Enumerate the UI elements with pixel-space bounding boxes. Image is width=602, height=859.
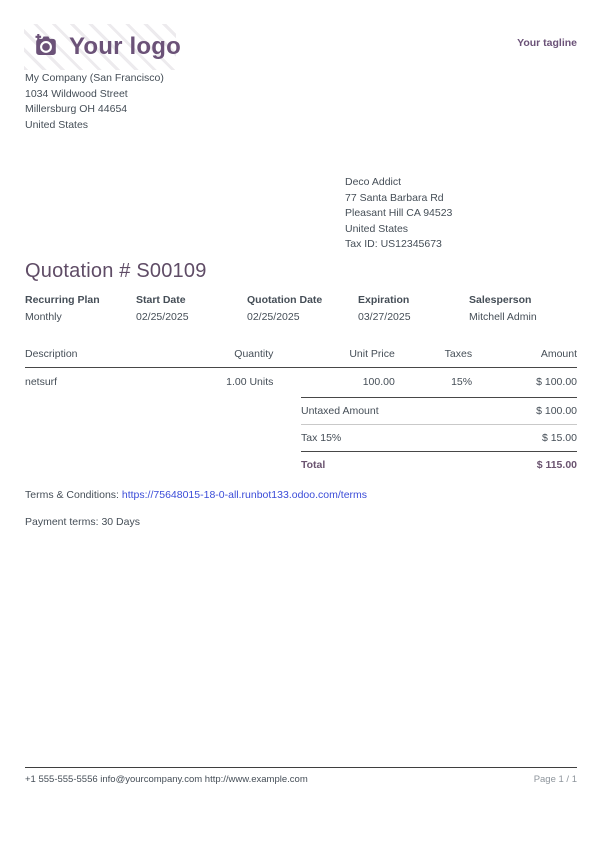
info-label: Recurring Plan: [25, 294, 100, 306]
payment-terms: Payment terms: 30 Days: [25, 516, 140, 528]
header-taxes: Taxes: [395, 344, 472, 368]
customer-country: United States: [345, 222, 409, 235]
info-label: Quotation Date: [247, 294, 323, 306]
info-label: Salesperson: [469, 294, 532, 306]
cell-description: netsurf: [25, 376, 58, 388]
company-street: 1034 Wildwood Street: [25, 87, 128, 100]
table-header-row: [25, 344, 577, 368]
info-salesperson: [469, 294, 577, 323]
info-value: 02/25/2025: [247, 311, 300, 323]
customer-name: Deco Addict: [345, 176, 402, 188]
untaxed-amount-label: Untaxed Amount: [301, 405, 379, 417]
logo-placeholder: [24, 24, 182, 70]
quotation-info-row: [25, 294, 577, 323]
tax-row: [301, 425, 577, 451]
company-tagline: Your tagline: [517, 37, 577, 49]
cell-unit-price: 100.00: [362, 376, 395, 388]
footer-contact: +1 555-555-5556 info@yourcompany.com http://www.example.com: [25, 774, 308, 785]
untaxed-amount-value: $ 100.00: [536, 405, 577, 417]
info-quotation-date: [247, 294, 358, 323]
page-title: Quotation # S00109: [25, 260, 207, 282]
terms-link[interactable]: https://75648015-18-0-all.runbot133.odoo.com/terms: [121, 489, 368, 501]
tax-value: $ 15.00: [541, 432, 577, 444]
customer-street: 77 Santa Barbara Rd: [345, 191, 444, 204]
info-value: Mitchell Admin: [469, 311, 537, 323]
tax-label: Tax 15%: [301, 432, 342, 444]
totals-section: [301, 397, 577, 478]
info-value: 02/25/2025: [136, 311, 189, 323]
company-city: Millersburg OH 44654: [25, 103, 128, 115]
cell-taxes: 15%: [451, 376, 473, 388]
customer-tax-id: Tax ID: US12345673: [345, 238, 442, 250]
info-label: Expiration: [358, 294, 410, 306]
cell-quantity: 1.00 Units: [226, 376, 274, 388]
info-label: Start Date: [136, 294, 186, 306]
info-value: 03/27/2025: [358, 311, 411, 323]
order-lines-table: [25, 344, 577, 396]
cell-amount: $ 100.00: [536, 376, 577, 388]
total-label: Total: [301, 459, 326, 471]
table-row: [25, 368, 577, 397]
header-unit-price: Unit Price: [273, 344, 394, 368]
company-country: United States: [25, 118, 89, 131]
logo-text: Your logo: [69, 33, 182, 60]
page-footer: [25, 767, 577, 785]
total-value: $ 115.00: [536, 459, 577, 471]
info-recurring-plan: [25, 294, 136, 323]
info-value: Monthly: [25, 311, 62, 323]
company-name: My Company (San Francisco): [25, 72, 164, 84]
customer-city: Pleasant Hill CA 94523: [345, 207, 453, 219]
company-address: [25, 71, 164, 133]
total-row: [301, 451, 577, 478]
camera-plus-icon: [32, 32, 60, 62]
terms-and-conditions: [25, 489, 367, 501]
customer-address: [345, 175, 452, 253]
header-quantity: Quantity: [191, 344, 274, 368]
header-amount: Amount: [472, 344, 577, 368]
untaxed-amount-row: [301, 397, 577, 425]
header-description: Description: [25, 344, 191, 368]
terms-prefix: Terms & Conditions:: [25, 489, 122, 501]
info-start-date: [136, 294, 247, 323]
info-expiration: [358, 294, 469, 323]
page-number: Page 1 / 1: [533, 774, 577, 785]
